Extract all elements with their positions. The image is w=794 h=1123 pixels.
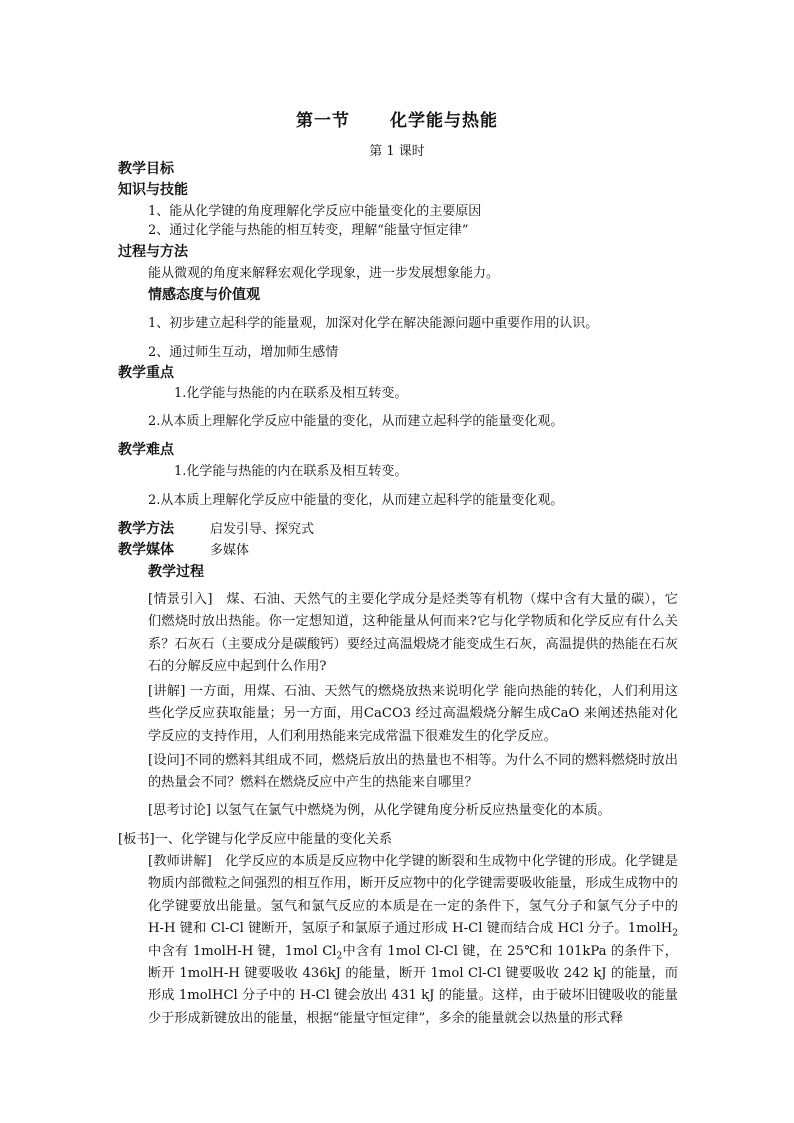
heading-course: 教学过程 [148,564,204,580]
heading-difficulties: 教学难点 [118,442,174,458]
explain-paragraph: [讲解] 一方面，用煤、石油、天然气的燃烧放热来说明化学 能向热能的转化，人们利用这些化学反应获取能量；另一方面，用CaCO3 经过高温煅烧分解生成CaO 来阐述热能对化学反应的支持作用，人们利用热能来完成常温下很难发生的化学反应。 [148,684,678,744]
question-paragraph: [设问]不同的燃料其组成不同，燃烧后放出的热量也不相等。为什么不同的燃料燃烧时放出的热量会不同？燃料在燃烧反应中产生的热能来自哪里？ [148,753,678,791]
intro-paragraph: [情景引入] 煤、石油、天然气的主要化学成分是烃类等有机物（煤中含有大量的碳），它们燃烧时放出热能。你一定想知道，这种能量从何而来?它与化学物质和化学反应有什么关系？石灰石（主要成分是碳酸钙）要经过高温煅烧才能变成生石灰，高温提供的热能在石灰石的分解反应中起到什么作用? [148,592,678,675]
lecture-text-b: 中含有 1molH-H 键，1mol Cl [148,943,337,959]
heading-knowledge: 知识与技能 [118,182,188,198]
heading-process: 过程与方法 [118,244,188,260]
heading-goal: 教学目标 [118,161,174,177]
title-section: 第一节 [296,111,350,131]
key-point-2: 2.从本质上理解化学反应中能量的变化，从而建立起科学的能量变化观。 [148,414,564,429]
title-topic: 化学能与热能 [390,111,498,131]
knowledge-item-2: 2、通过化学能与热能的相互转变，理解“能量守恒定律” [148,223,469,238]
key-point-1: 1.化学能与热能的内在联系及相互转变。 [174,386,408,401]
discussion-line: [思考讨论] 以氢气在氯气中燃烧为例，从化学键角度分析反应热量变化的本质。 [148,803,611,818]
method-value: 启发引导、探究式 [210,522,315,537]
lecture-text-a: [教师讲解] 化学反应的本质是反应物中化学键的断裂和生成物中化学键的形成。化学键是物质内部微粒之间强烈的相互作用，断开反应物中的化学键需要吸收能量，形成生成物中的化学键要放出能量。氢气和氯气反应的本质是在一定的条件下，氢气分子和氯气分子中的 H-H 键和 Cl-Cl 键断开，氢原子和氯原子通过形成 H-Cl 键而结合成 HCl 分子。1molH [148,854,678,937]
lecture-paragraph [148,851,678,1030]
difficulty-2: 2.从本质上理解化学反应中能量的变化，从而建立起科学的能量变化观。 [148,493,564,508]
board-heading: [板书]一、化学键与化学反应中能量的变化关系 [118,832,393,847]
page-title [0,106,794,131]
lecture-text-c: 中含有 1mol Cl-Cl 键，在 25℃和 101kPa 的条件下，断开 1molH-H 键要吸收 436kJ 的能量，断开 1mol Cl-Cl 键要吸收 242 kJ 的能量，而形成 1molHCl 分子中的 H-Cl 键会放出 431 kJ 的能量。这样，由于破坏旧键吸收的能量少于形成新键放出的能量，根据“能量守恒定律”，多余的能量就会以热量的形式释 [148,943,678,1026]
process-item: 能从微观的角度来解释宏观化学现象，进一步发展想象能力。 [148,266,500,281]
heading-method: 教学方法 [118,521,174,537]
heading-media: 教学媒体 [118,542,174,558]
heading-key-points: 教学重点 [118,365,174,381]
media-value: 多媒体 [210,543,250,558]
page-subtitle: 第 1 课时 [369,144,425,159]
attitude-item-1: 1、初步建立起科学的能量观，加深对化学在解决能源问题中重要作用的认识。 [148,316,599,331]
heading-attitude: 情感态度与价值观 [148,287,260,303]
attitude-item-2: 2、通过师生互动，增加师生感情 [148,345,339,360]
h2-subscript: 2 [672,928,678,939]
cl2-subscript: 2 [336,951,343,962]
difficulty-1: 1.化学能与热能的内在联系及相互转变。 [174,464,408,479]
knowledge-item-1: 1、能从化学键的角度理解化学反应中能量变化的主要原因 [148,204,482,219]
